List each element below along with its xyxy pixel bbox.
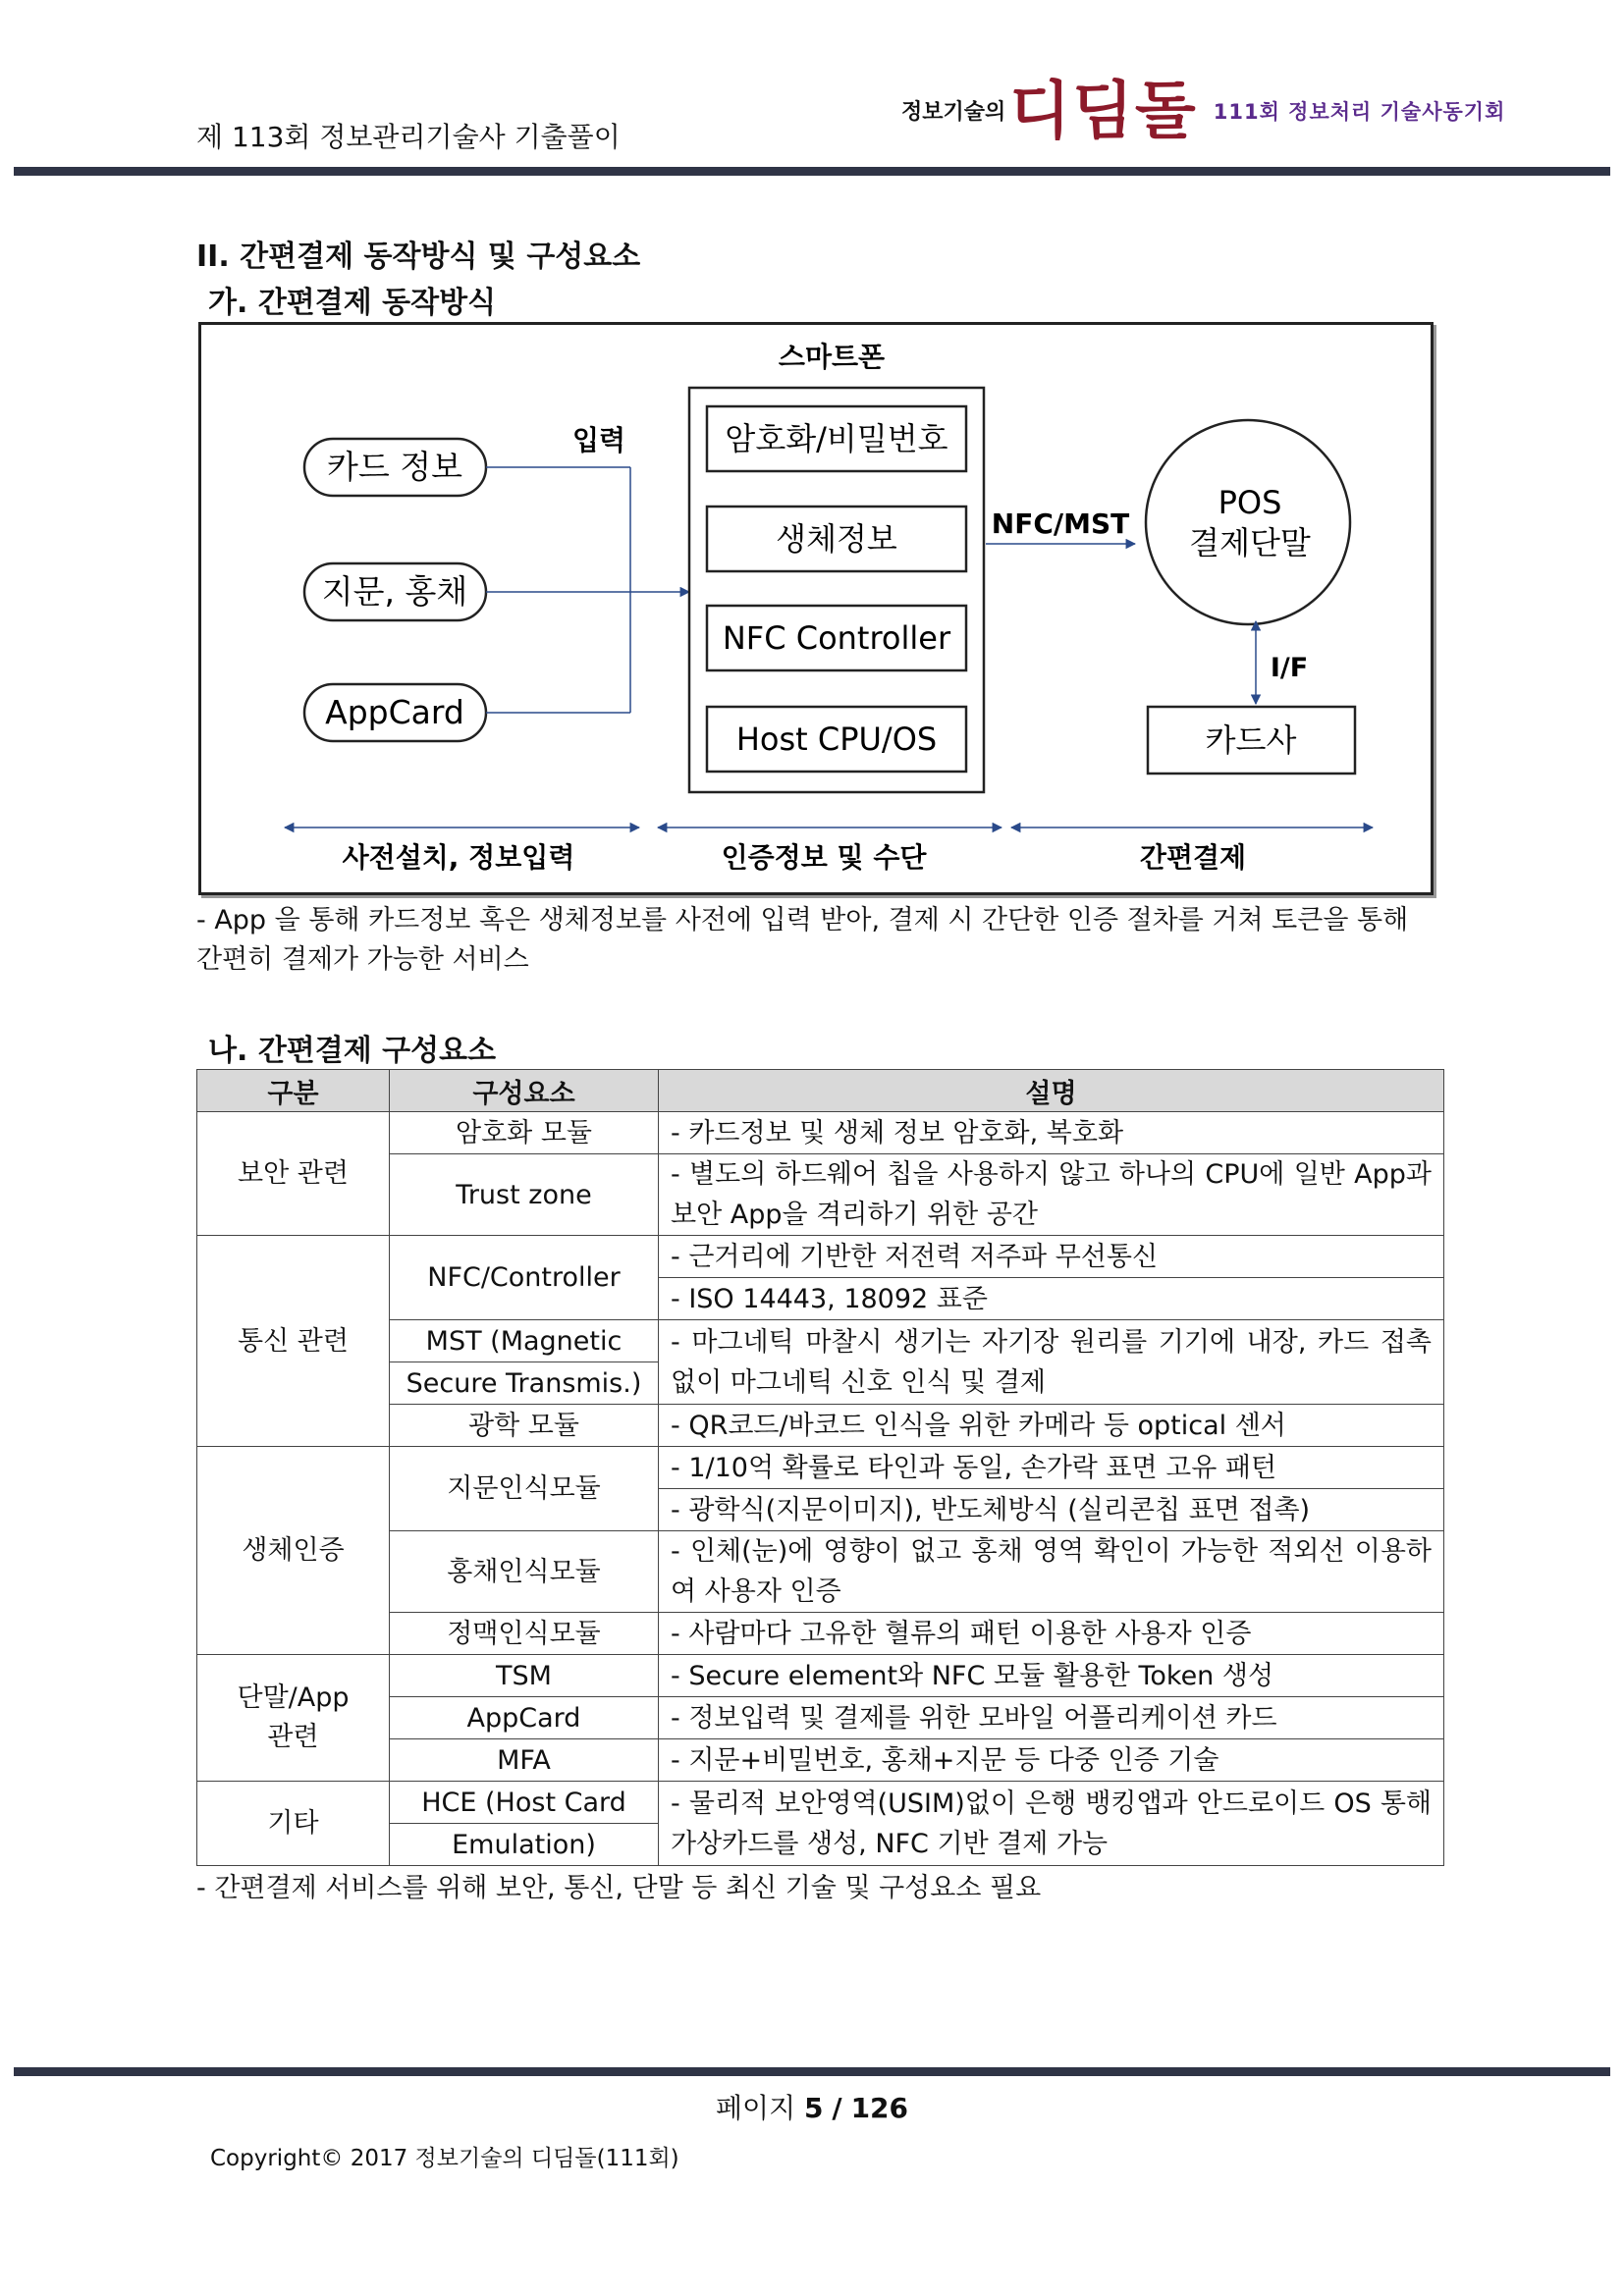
component-cell: 광학 모듈 [390,1405,659,1447]
phase-payment: 간편결제 [1139,841,1247,874]
component-cell: 정맥인식모듈 [390,1613,659,1655]
nfc-mst-label: NFC/MST [991,507,1130,540]
component-cell: 암호화 모듈 [390,1112,659,1154]
if-label: I/F [1270,653,1309,683]
component-cell: 홍채인식모듈 [390,1531,659,1613]
logo [901,75,1506,148]
table-row [197,1112,1444,1154]
pos-label-line1: POS [1218,484,1282,521]
component-cell: MFA [390,1739,659,1782]
table-row [197,1447,1444,1489]
component-cell: Emulation) [390,1824,659,1866]
table-row [197,1655,1444,1697]
exam-title: 제 113회 정보관리기술사 기출풀이 [196,121,621,153]
description-cell: - 정보입력 및 결제를 위한 모바일 어플리케이션 카드 [659,1697,1444,1739]
header-description: 설명 [659,1070,1444,1112]
components-table [196,1069,1444,1866]
group-security: 보안 관련 [197,1112,390,1236]
payment-flow-diagram [198,322,1434,895]
pos-label-line2: 결제단말 [1189,524,1311,561]
phase-setup: 사전설치, 정보입력 [342,841,575,874]
description-cell: - ISO 14443, 18092 표준 [659,1278,1444,1320]
table-header-row [197,1070,1444,1112]
group-device-app [197,1655,390,1782]
description-cell: - 광학식(지문이미지), 반도체방식 (실리콘칩 표면 접촉) [659,1489,1444,1531]
smartphone-label: 스마트폰 [778,341,886,373]
pos-terminal-circle [1146,420,1350,624]
description-cell: - 인체(눈)에 영향이 없고 홍채 영역 확인이 가능한 적외선 이용하여 사용자 인증 [659,1531,1444,1613]
description-cell: - 사람마다 고유한 혈류의 패턴 이용한 사용자 인증 [659,1613,1444,1655]
module-encryption: 암호화/비밀번호 [725,420,948,457]
description-cell: - 별도의 하드웨어 칩을 사용하지 않고 하나의 CPU에 일반 App과 보안 App을 격리하기 위한 공간 [659,1154,1444,1236]
page-current: 5 [804,2092,824,2124]
module-biometric: 생체정보 [776,520,897,558]
component-cell: AppCard [390,1697,659,1739]
subsection-b-title: 나. 간편결제 구성요소 [208,1034,497,1068]
subsection-a-title: 가. 간편결제 동작방식 [208,286,497,320]
description-cell: - QR코드/바코드 인식을 위한 카메라 등 optical 센서 [659,1405,1444,1447]
input-card-info: 카드 정보 [326,448,463,486]
group-etc: 기타 [197,1782,390,1866]
component-cell: MST (Magnetic [390,1320,659,1362]
module-host: Host CPU/OS [735,721,938,758]
page-total: 126 [850,2092,909,2124]
summary-b: - 간편결제 서비스를 위해 보안, 통신, 단말 등 최신 기술 및 구성요소 필요 [196,1873,1042,1903]
component-cell: TSM [390,1655,659,1697]
description-cell: - Secure element와 NFC 모듈 활용한 Token 생성 [659,1655,1444,1697]
group-communication: 통신 관련 [197,1236,390,1447]
phase-auth: 인증정보 및 수단 [721,841,927,874]
group-biometric: 생체인증 [197,1447,390,1655]
component-cell: Secure Transmis.) [390,1362,659,1405]
description-cell: - 물리적 보안영역(USIM)없이 은행 뱅킹앱과 안드로이드 OS 통해 가상카드를 생성, NFC 기반 결제 가능 [659,1782,1444,1866]
footer-divider [14,2067,1610,2076]
header-component: 구성요소 [390,1070,659,1112]
copyright: Copyright© 2017 정보기술의 디딤돌(111회) [210,2146,679,2171]
description-cell: - 근거리에 기반한 저전력 저주파 무선통신 [659,1236,1444,1278]
page-separator: / [832,2092,842,2124]
input-label: 입력 [571,424,626,456]
header-divider [14,167,1610,176]
card-company: 카드사 [1205,721,1297,759]
logo-sub-text: 111회 정보처리 기술사동기회 [1213,100,1506,124]
page-indicator [0,2087,1624,2126]
description-cell: - 마그네틱 마찰시 생기는 자기장 원리를 기기에 내장, 카드 접촉 없이 마그네틱 신호 인식 및 결제 [659,1320,1444,1405]
description-cell: - 카드정보 및 생체 정보 암호화, 복호화 [659,1112,1444,1154]
group-device-line2: 관련 [267,1722,319,1752]
component-cell: HCE (Host Card [390,1782,659,1824]
group-device-line1: 단말/App [237,1682,350,1713]
input-appcard: AppCard [325,693,464,731]
module-nfc: NFC Controller [722,619,951,657]
page-prefix: 페이지 [715,2092,796,2124]
section-title: II. 간편결제 동작방식 및 구성요소 [196,240,641,274]
header-category: 구분 [197,1070,390,1112]
summary-a: - App 을 통해 카드정보 혹은 생체정보를 사전에 입력 받아, 결제 시 간단한 인증 절차를 거쳐 토큰을 통해 간편히 결제가 가능한 서비스 [196,905,1409,975]
input-biometric: 지문, 홍채 [321,572,468,611]
component-cell: Trust zone [390,1154,659,1236]
logo-main-text: 디딤돌 [1009,75,1198,148]
description-cell: - 지문+비밀번호, 홍채+지문 등 다중 인증 기술 [659,1739,1444,1782]
logo-small-text: 정보기술의 [901,99,1006,125]
description-cell: - 1/10억 확률로 타인과 동일, 손가락 표면 고유 패턴 [659,1447,1444,1489]
component-cell: 지문인식모듈 [390,1447,659,1531]
table-row [197,1236,1444,1278]
component-cell: NFC/Controller [390,1236,659,1320]
table-row [197,1782,1444,1824]
